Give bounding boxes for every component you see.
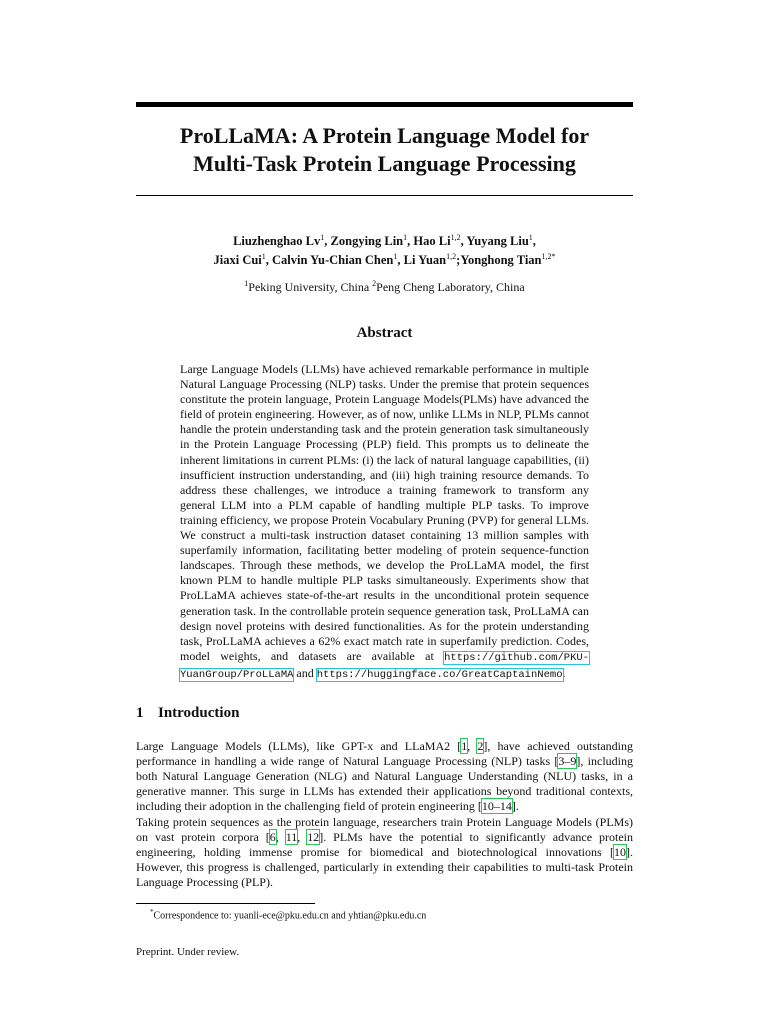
author-affiliation-mark: 1 xyxy=(320,233,325,242)
author-name: Jiaxi Cui xyxy=(213,253,262,268)
citation-link[interactable]: 10–14 xyxy=(481,799,512,814)
intro-p1-text-a: Large Language Models (LLMs), like GPT-x and LLaMA2 [ xyxy=(136,739,462,753)
intro-paragraph-1 xyxy=(136,739,633,814)
author-affiliation-mark: 1,2* xyxy=(541,252,556,262)
author-affiliation-mark: 1 xyxy=(393,252,398,262)
author-affiliation-mark: 1 xyxy=(403,233,408,242)
title-line-1: ProLLaMA: A Protein Language Model for xyxy=(179,123,590,148)
author-name: Yonghong Tian xyxy=(460,253,542,268)
author-name: Hao Li xyxy=(413,234,451,249)
section-title: Introduction xyxy=(158,705,240,721)
affiliations xyxy=(136,276,633,295)
intro-paragraph-2 xyxy=(136,815,633,890)
intro-p1-text-e: ], including both Natural Language Generation (NLG) and Natural Language Understanding (NLU) tasks, in a generative manner. This surge in LLMs has extended their applications beyond traditional contexts, including their adoption in the challenging field of protein engineering [ xyxy=(136,754,633,814)
title-bottom-rule xyxy=(136,195,633,196)
affiliation-mark: 1 xyxy=(244,279,249,288)
citation-link[interactable]: 3–9 xyxy=(558,754,577,769)
author-name: Zongying Lin xyxy=(330,234,404,249)
author-name: Yuyang Liu xyxy=(466,234,529,249)
intro-p2-text-b: , xyxy=(275,830,286,845)
affiliation-1: Peking University, China xyxy=(248,280,370,294)
author-affiliation-mark: 1,2 xyxy=(450,233,461,242)
affiliation-2: Peng Cheng Laboratory, China xyxy=(376,280,525,294)
intro-p1-text-f: ]. xyxy=(511,799,519,814)
author-name: Calvin Yu-Chian Chen xyxy=(272,253,394,268)
intro-p2-text-b2: , xyxy=(297,830,308,845)
author-affiliation-mark: 1 xyxy=(528,233,533,242)
title-line-2: Multi-Task Protein Language Processing xyxy=(193,151,576,176)
intro-p2-text-e: ]. However, this progress is challenged, particularly in extending their capabilities to multi-task Protein Language Processing (PLP). xyxy=(136,845,633,890)
author-name: Li Yuan xyxy=(403,253,447,268)
author-line-2: Jiaxi Cui$^1$, Calvin Yu-Chian Chen$^1$, Li Yuan$^{1,2}$;Yonghong Tian$^{1,2*}$ xyxy=(213,252,556,268)
huggingface-link[interactable]: https://huggingface.co/GreatCaptainNemo xyxy=(316,668,563,681)
author-affiliation-mark: 1,2 xyxy=(446,252,457,262)
intro-p2-text-d: ]. PLMs have the potential to significantly advance protein engineering, holding immense promise for biomedical and biotechnological innovations [ xyxy=(136,830,634,860)
citation-link[interactable]: 1 xyxy=(461,739,468,753)
github-link[interactable]: https://github.com/PKU-YuanGroup/ProLLaMA xyxy=(180,651,589,681)
footnote-mark: * xyxy=(150,908,154,916)
abstract-text: Large Language Models (LLMs) have achieved remarkable performance in multiple Natural Language Processing (NLP) tasks. Under the premise that protein sequences constitute the protein language, Protein Language Models(PLMs) have advanced the field of protein engineering. However, as of now, unlike LLMs in NLP, PLMs cannot handle the protein understanding task and the protein generation task simultaneously in the Protein Language Processing (PLP) field. This prompts us to delineate the inherent limitations in current PLMs: (i) the lack of natural language capabilities, (ii) insufficient instruction understanding, and (iii) high training resource demands. To address these challenges, we introduce a training framework to transform any general LLM into a PLM capable of handling multiple PLP tasks. To improve training efficiency, we propose Protein Vocabulary Pruning (PVP) for general LLMs. We construct a multi-task instruction dataset containing 13 million samples with superfamily information, facilitating better modeling of protein sequence-function landscapes. Through these methods, we develop the ProLLaMA model, the first known PLM to handle multiple PLP tasks simultaneously. Experiments show that ProLLaMA achieves state-of-the-art results in the unconditional protein sequence generation task. In the controllable protein sequence generation task, ProLLaMA can design novel proteins with desired functionalities. As for the protein understanding task, ProLLaMA achieves a 62% exact match rate in superfamily prediction. Codes, model weights, and datasets are available at xyxy=(180,362,589,663)
author-name: Liuzhenghao Lv xyxy=(233,234,321,249)
section-number: 1 xyxy=(136,705,144,721)
correspondence-footnote xyxy=(150,906,426,922)
citation-link[interactable]: 11 xyxy=(285,830,298,845)
abstract-end: . xyxy=(562,665,566,680)
citation-link[interactable]: 6 xyxy=(269,830,276,845)
citation-link[interactable]: 12 xyxy=(307,830,320,845)
abstract-heading: Abstract xyxy=(356,325,413,341)
intro-p2-text-a: Taking protein sequences as the protein language, researchers train Protein Language Models (PLMs) on vast protein corpora [ xyxy=(136,815,633,845)
footnote-rule xyxy=(136,903,315,904)
intro-p1-text-d: ], have achieved outstanding performance in handling a wide range of Natural Language Processing (NLP) tasks [ xyxy=(136,739,634,769)
abstract-and: and xyxy=(296,665,314,680)
affiliation-mark: 2 xyxy=(372,279,377,288)
author-affiliation-mark: 1 xyxy=(261,252,266,262)
section-heading-introduction xyxy=(136,705,239,722)
author-list xyxy=(136,230,633,268)
top-rule xyxy=(136,102,633,107)
citation-link[interactable]: 2 xyxy=(477,739,484,753)
paper-title xyxy=(136,122,633,178)
intro-p1-text-b: , xyxy=(467,739,478,753)
preprint-note: Preprint. Under review. xyxy=(136,946,240,958)
abstract-body xyxy=(180,362,589,683)
author-line-1: Liuzhenghao Lv$^1$, Zongying Lin$^1$, Hao Li$^{1,2}$, Yuyang Liu$^1$, xyxy=(233,233,536,249)
footnote-text: Correspondence to: yuanli-ece@pku.edu.cn and yhtian@pku.edu.cn xyxy=(153,910,427,922)
citation-link[interactable]: 10 xyxy=(614,845,626,860)
